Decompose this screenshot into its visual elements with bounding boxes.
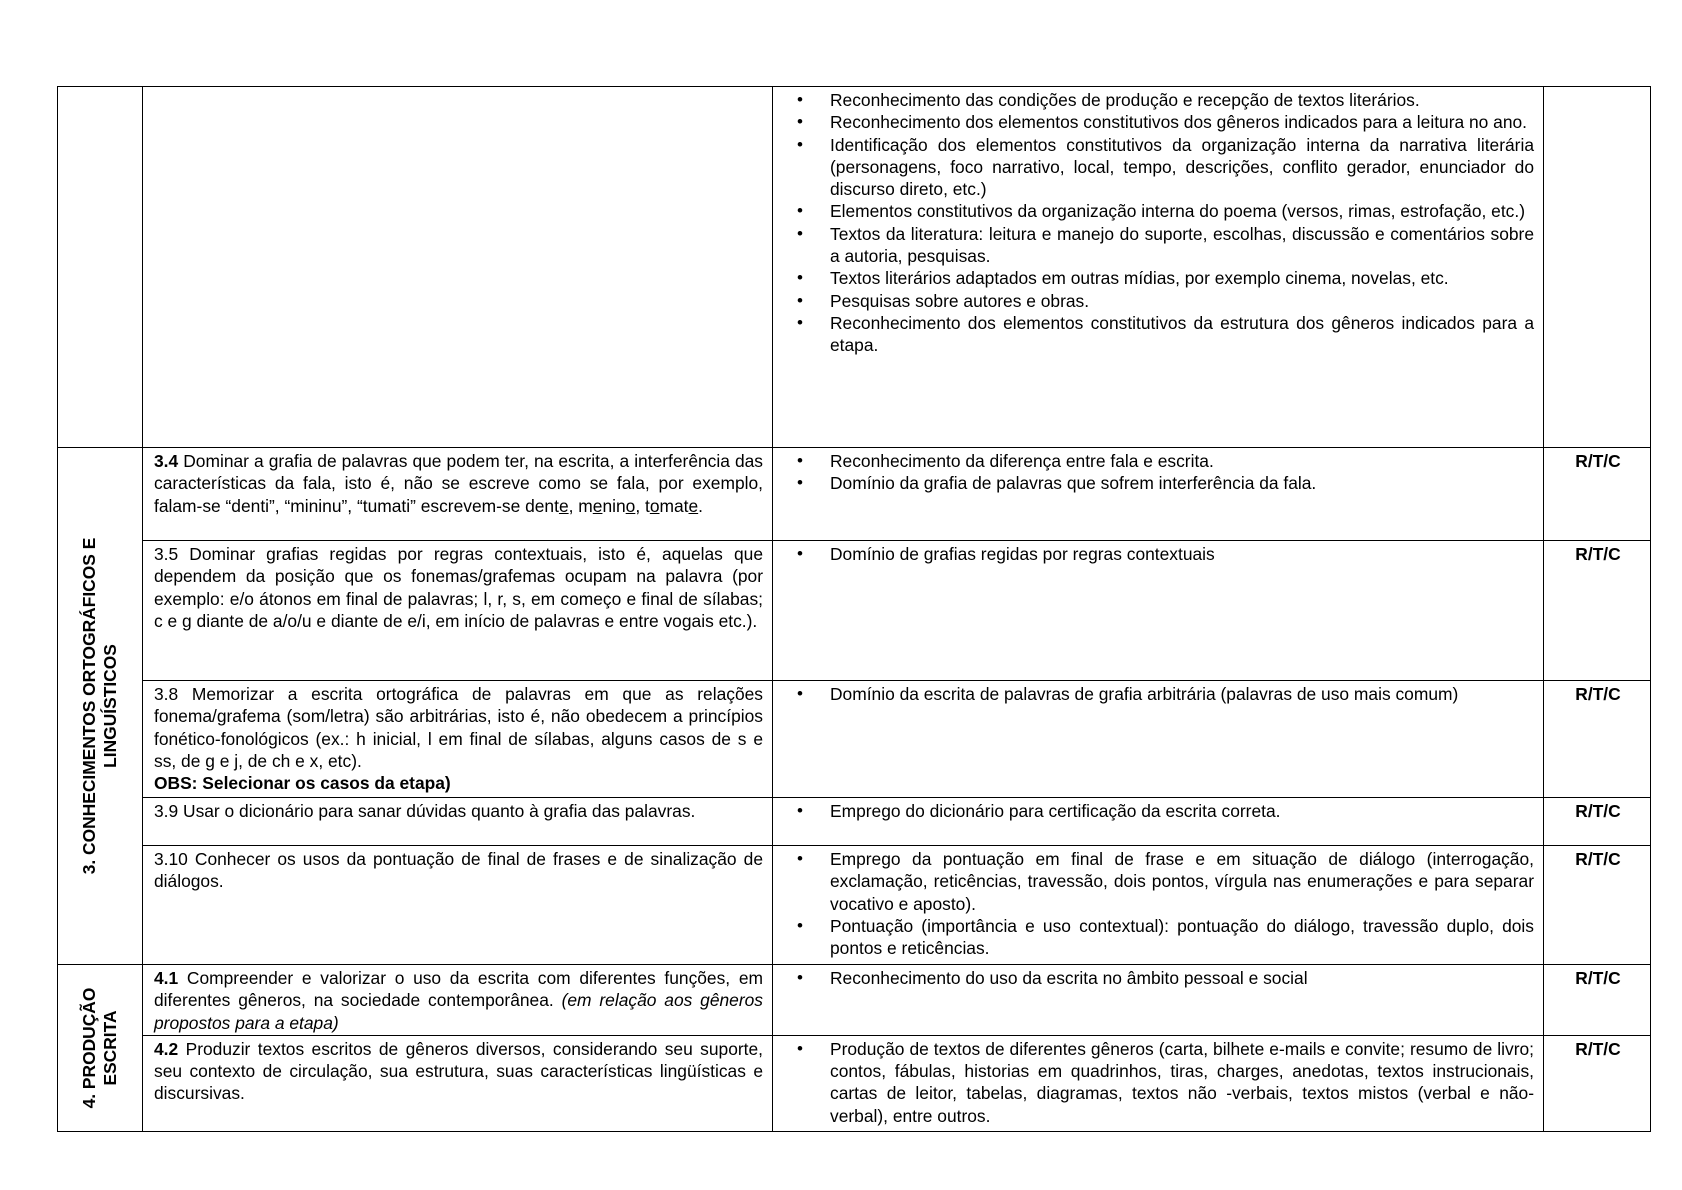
list-item: • Pesquisas sobre autores e obras. <box>784 290 1534 312</box>
objective-cell: 4.2 Produzir textos escritos de gêneros diversos, considerando seu suporte, seu contexto de circulação, sua estrutura, suas características lingüísticas e discursivas. <box>143 1035 773 1131</box>
objective-number: 3.4 <box>154 451 179 471</box>
table-row <box>58 846 1651 965</box>
list-item: • Domínio da grafia de palavras que sofrem interferência da fala. <box>784 472 1534 494</box>
table-row <box>58 965 1651 1036</box>
contents-cell <box>773 1035 1544 1131</box>
objective-cell-empty <box>143 87 773 448</box>
area-cell-empty <box>58 87 143 448</box>
contents-cell <box>773 846 1544 965</box>
list-item: • Reconhecimento dos elementos constitutivos da estrutura dos gêneros indicados para a etapa. <box>784 312 1534 357</box>
contents-cell <box>773 798 1544 846</box>
objective-cell: 3.4 Dominar a grafia de palavras que podem ter, na escrita, a interferência das características da fala, isto é, não se escreve como se fala, por exemplo, falam-se “denti”, “mininu”, “tumati” escrevem-se dente, menino, tomate. <box>143 448 773 541</box>
list-item: • Pontuação (importância e uso contextual): pontuação do diálogo, travessão duplo, dois pontos e reticências. <box>784 915 1534 960</box>
table-row <box>58 798 1651 846</box>
evaluation-badge: R/T/C <box>1544 798 1651 846</box>
list-item: • Domínio da escrita de palavras de grafia arbitrária (palavras de uso mais comum) <box>784 683 1534 705</box>
contents-cell <box>773 681 1544 798</box>
objective-cell: 3.9 Usar o dicionário para sanar dúvidas quanto à grafia das palavras. <box>143 798 773 846</box>
list-item: • Textos literários adaptados em outras mídias, por exemplo cinema, novelas, etc. <box>784 267 1534 289</box>
list-item: • Domínio de grafias regidas por regras contextuais <box>784 543 1534 565</box>
objective-number: 4.2 <box>154 1038 179 1059</box>
objective-cell: 3.8 Memorizar a escrita ortográfica de palavras em que as relações fonema/grafema (som/letra) são arbitrárias, isto é, não obedecem a princípios fonético-fonológicos (ex.: h inicial, l em final de sílabas, alguns casos de s e ss, de g e j, de ch e x, etc). OBS: Selecionar os casos da etapa) <box>143 681 773 798</box>
contents-cell <box>773 448 1544 541</box>
contents-cell <box>773 87 1544 448</box>
list-item: • Emprego da pontuação em final de frase e em situação de diálogo (interrogação, exclamação, reticências, travessão, dois pontos, vírgula nas enumerações e para separar vocativo e aposto). <box>784 848 1534 915</box>
evaluation-badge: R/T/C <box>1544 965 1651 1036</box>
list-item: • Emprego do dicionário para certificação da escrita correta. <box>784 800 1534 822</box>
list-item: • Reconhecimento do uso da escrita no âmbito pessoal e social <box>784 967 1534 989</box>
contents-cell <box>773 965 1544 1036</box>
list-item: • Reconhecimento da diferença entre fala e escrita. <box>784 450 1534 472</box>
curriculum-table <box>57 86 1651 1132</box>
table-row <box>58 448 1651 541</box>
objective-number: 4.1 <box>154 968 179 988</box>
section-4-label-cell <box>58 965 143 1132</box>
evaluation-badge: R/T/C <box>1544 541 1651 681</box>
table-row <box>58 87 1651 448</box>
table-row <box>58 541 1651 681</box>
list-item: • Reconhecimento dos elementos constitutivos dos gêneros indicados para a leitura no ano. <box>784 111 1534 133</box>
section-3-label-cell <box>58 448 143 965</box>
contents-cell <box>773 541 1544 681</box>
section-3-label: 3. CONHECIMENTOS ORTOGRÁFICOS E LINGUÍSTICOS <box>79 537 120 875</box>
evaluation-cell-empty <box>1544 87 1651 448</box>
list-item: • Textos da literatura: leitura e manejo do suporte, escolhas, discussão e comentários sobre a autoria, pesquisas. <box>784 223 1534 268</box>
table-row <box>58 681 1651 798</box>
objective-cell: 3.5 Dominar grafias regidas por regras contextuais, isto é, aquelas que dependem da posição que os fonemas/grafemas ocupam na palavra (por exemplo: e/o átonos em final de palavras; l, r, s, em começo e final de sílabas; c e g diante de a/o/u e diante de e/i, em início de palavras e entre vogais etc.). <box>143 541 773 681</box>
obs-note: OBS: Selecionar os casos da etapa) <box>154 773 451 794</box>
objective-cell: 4.1 Compreender e valorizar o uso da escrita com diferentes funções, em diferentes gêneros, na sociedade contemporânea. (em relação aos gêneros propostos para a etapa) <box>143 965 773 1036</box>
list-item: • Produção de textos de diferentes gêneros (carta, bilhete e-mails e convite; resumo de livro; contos, fábulas, historias em quadrinhos, tiras, charges, anedotas, textos instrucionais, cartas de leitor, tabelas, diagramas, textos não -verbais, textos mistos (verbal e não- verbal), entre outros. <box>784 1038 1534 1127</box>
list-item: • Reconhecimento das condições de produção e recepção de textos literários. <box>784 89 1534 111</box>
list-item: • Elementos constitutivos da organização interna do poema (versos, rimas, estrofação, etc.) <box>784 200 1534 222</box>
evaluation-badge: R/T/C <box>1544 448 1651 541</box>
objective-cell: 3.10 Conhecer os usos da pontuação de final de frases e de sinalização de diálogos. <box>143 846 773 965</box>
evaluation-badge: R/T/C <box>1544 1035 1651 1131</box>
evaluation-badge: R/T/C <box>1544 681 1651 798</box>
list-item: • Identificação dos elementos constitutivos da organização interna da narrativa literária (personagens, foco narrativo, local, tempo, descrições, conflito gerador, enunciador do discurso direto, etc.) <box>784 134 1534 201</box>
table-row <box>58 1035 1651 1131</box>
evaluation-badge: R/T/C <box>1544 846 1651 965</box>
section-4-label: 4. PRODUÇÃO ESCRITA <box>79 987 120 1109</box>
